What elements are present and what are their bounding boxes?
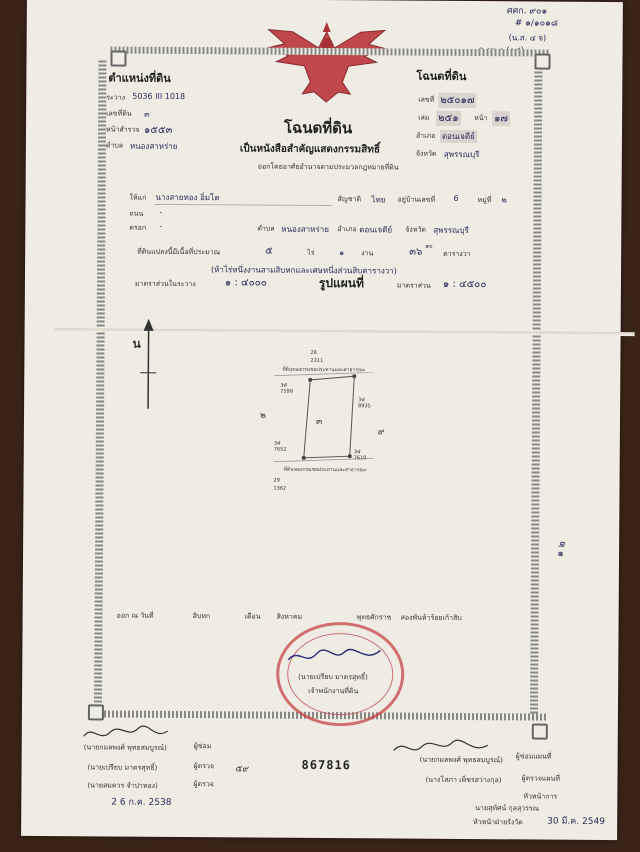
house-no-value: 6 bbox=[453, 193, 459, 203]
map-top-road: ที่ดินของกรมชลประทานและสาธารณะ bbox=[282, 366, 366, 374]
alley-value: - bbox=[159, 221, 163, 231]
footer-right-role2: ผู้ตรวจแผนที่ bbox=[521, 774, 560, 783]
left-border bbox=[94, 58, 107, 710]
handwritten-mark-2: # ๑/๑๐๑๘ bbox=[514, 18, 558, 29]
scale-right-label: มาตราส่วน bbox=[396, 281, 431, 290]
village-no-label: หมู่ที่ bbox=[477, 196, 492, 205]
area-ngan-label: งาน bbox=[361, 249, 374, 258]
footer-right-name2: (นางโสภา เพ็ชรสว่างกุล) bbox=[425, 775, 502, 785]
point-tr-number: 8935 bbox=[358, 403, 371, 410]
issue-day: สิบหก bbox=[192, 612, 211, 621]
scale-right-value: ๑ : ๔๕๐๐ bbox=[442, 278, 487, 291]
province-label: จังหวัด bbox=[415, 149, 437, 158]
corner-ornament-tl bbox=[110, 51, 126, 67]
sheet-label: ระวาง bbox=[106, 93, 126, 102]
garuda-emblem bbox=[264, 22, 389, 107]
area-in-words: (ห้าไร่หนึ่งงานสามสิบหกและเศษหนึ่งส่วนสิบตารางวา) bbox=[211, 265, 397, 276]
footer-left-role3: ผู้ตรวจ bbox=[193, 780, 214, 789]
nationality-label: สัญชาติ bbox=[337, 195, 362, 204]
location-heading: ตำแหน่งที่ดิน bbox=[108, 71, 171, 85]
volume-label: เล่ม bbox=[418, 113, 430, 122]
handwritten-mark-1: ศศก. ๙๐๑ bbox=[506, 6, 548, 17]
owner-district-label: อำเภอ bbox=[337, 225, 357, 234]
map-heading: รูปแผนที่ bbox=[318, 275, 364, 291]
serial-number: 867816 bbox=[301, 757, 351, 773]
right-border bbox=[530, 61, 543, 713]
officer-title: เจ้าพนักงานที่ดิน bbox=[308, 686, 359, 696]
page-label: หน้า bbox=[474, 114, 488, 123]
footer-left-name: (นายกมลพงศ์ พุทธสมบูรณ์) bbox=[83, 743, 167, 752]
survey-page-label: หน้าสำรวจ bbox=[105, 125, 140, 134]
officer-name: (นายเปรียบ มาตรสุทธิ์) bbox=[298, 672, 368, 682]
owner-subdistrict-label: ตำบล bbox=[257, 224, 275, 233]
house-no-label: อยู่บ้านเลขที่ bbox=[397, 195, 436, 204]
owner-province-label: จังหวัด bbox=[405, 225, 426, 234]
owner-label: ให้แก่ bbox=[129, 193, 147, 202]
point-tl-label: 3ฬ bbox=[280, 382, 287, 389]
area-wa-label: ตารางวา bbox=[443, 249, 471, 259]
document-title: โฉนดที่ดิน bbox=[283, 118, 353, 138]
footer-right-name: (นายกมลพงศ์ พุทธสมบูรณ์) bbox=[419, 755, 503, 765]
scale-left-label: มาตราส่วนในระวาง bbox=[134, 279, 196, 289]
district-value: ดอนเจดีย์ bbox=[440, 130, 477, 143]
north-label: น bbox=[132, 336, 141, 351]
footer-left-name2: (นายเปรียบ มาตรสุทธิ์) bbox=[87, 763, 158, 772]
road-label: ถนน bbox=[129, 209, 144, 218]
map-top-number-2: 2311 bbox=[310, 357, 324, 365]
area-wa-fraction: ๑๐ bbox=[425, 242, 433, 250]
point-tr-label: 3ฬ bbox=[358, 397, 365, 404]
point-bl-label: 3ฬ bbox=[273, 440, 281, 447]
parcel-no-label: เลขที่ดิน bbox=[106, 109, 132, 118]
point-br-number: 7610 bbox=[353, 455, 367, 462]
handwritten-mark-3: (น.ส. ๔ จ) bbox=[508, 33, 547, 43]
map-top-number: 28 bbox=[310, 349, 317, 356]
issue-year: สองพันห้าร้อยเก้าสิบ bbox=[400, 613, 462, 622]
sheet-value: 5036 III 1018 bbox=[132, 91, 186, 102]
area-rai-value: ๕ bbox=[265, 245, 273, 257]
deed-no-label: เลขที่ bbox=[418, 95, 435, 104]
area-wa-value: ๓๖ bbox=[409, 246, 423, 258]
issue-year-label: พุทธศักราช bbox=[356, 613, 392, 622]
province-value: สุพรรณบุรี bbox=[443, 149, 480, 160]
side-scribble: ๑ ๒ bbox=[554, 540, 569, 559]
page-value: ๑๗ bbox=[492, 111, 510, 126]
owner-name: นางสายทอง อิ่มโต bbox=[155, 191, 331, 206]
survey-page-value: ๑๕๕๓ bbox=[143, 124, 173, 136]
document-subtitle: เป็นหนังสือสำคัญแสดงกรรมสิทธิ์ bbox=[239, 143, 380, 156]
map-bottom-number: 29 bbox=[273, 477, 280, 484]
road-value: - bbox=[159, 207, 163, 217]
area-ngan-value: ๑ bbox=[339, 248, 345, 258]
footer-right-role1: ผู้ซ่อมแผนที่ bbox=[515, 752, 552, 761]
left-parcel-label: ๒ bbox=[259, 410, 266, 421]
footer-right-role3: หัวหน้าการ bbox=[523, 792, 558, 801]
owner-province-value: สุพรรณบุรี bbox=[433, 225, 469, 236]
form-code: ๕๙ bbox=[235, 764, 249, 775]
corner-ornament-br bbox=[532, 723, 548, 739]
area-intro: ที่ดินแปลงนี้มีเนื้อที่ประมาณ bbox=[137, 247, 221, 257]
footer-left-role1: ผู้ซ่อม bbox=[193, 742, 212, 751]
subdistrict-label: ตำบล bbox=[105, 141, 124, 150]
owner-district-value: ดอนเจดีย์ bbox=[359, 225, 393, 235]
footer-left-name3: (นายสมควร จำปาทอง) bbox=[87, 781, 158, 790]
subdistrict-value: หนองสาหร่าย bbox=[129, 141, 178, 151]
parcel-no-value: ๓ bbox=[144, 109, 150, 119]
district-label: อำเภอ bbox=[415, 131, 436, 140]
footer-left-role2: ผู้ตรวจ bbox=[193, 762, 215, 771]
deed-no-value: ๒๕๐๑๗ bbox=[438, 93, 476, 108]
issue-month: สิงหาคม bbox=[276, 612, 303, 621]
point-bl-number: 7652 bbox=[273, 446, 287, 453]
point-br-label: 3ฬ bbox=[353, 449, 361, 456]
point-tl-number: 7599 bbox=[280, 388, 293, 395]
footer-right-date: 30 มี.ค. 2549 bbox=[547, 816, 605, 827]
north-arrow-icon bbox=[134, 317, 165, 417]
issuing-authority: ออกโดยอาศัยอำนาจตามประมวลกฎหมายที่ดิน bbox=[257, 162, 399, 172]
right-parcel-label: ๙ bbox=[377, 427, 385, 438]
map-bottom-road: ที่ดินของกรมชลประทานและสาธารณะ bbox=[283, 466, 367, 474]
footer-left-date: 2 6 ก.ค. 2538 bbox=[111, 797, 172, 808]
volume-value: ๒๕๑ bbox=[436, 111, 461, 126]
scale-left-value: ๑ : ๔๐๐๐ bbox=[224, 277, 267, 289]
nationality-value: ไทย bbox=[371, 195, 386, 205]
footer-right-name3: นายสุทัศน์ กุลสุวรรณ bbox=[475, 804, 540, 813]
footer-right-office: หัวหน้าฝ่ายรังวัด bbox=[473, 818, 523, 827]
map-bottom-number-2: 1362 bbox=[273, 485, 287, 492]
alley-label: ตรอก bbox=[129, 223, 147, 232]
owner-subdistrict-value: หนองสาหร่าย bbox=[281, 224, 329, 235]
corner-ornament-bl bbox=[88, 704, 104, 720]
deed-heading-right: โฉนดที่ดิน bbox=[416, 69, 467, 83]
officer-signature bbox=[284, 644, 384, 669]
issue-date-label: ออก ณ วันที่ bbox=[116, 611, 154, 620]
area-rai-label: ไร่ bbox=[307, 248, 315, 257]
title-deed-document bbox=[21, 0, 623, 840]
corner-ornament-tr bbox=[534, 53, 550, 69]
parcel-label: ๓ bbox=[315, 416, 323, 428]
issue-month-label: เดือน bbox=[244, 612, 261, 621]
village-no-value: ๒ bbox=[501, 195, 507, 205]
